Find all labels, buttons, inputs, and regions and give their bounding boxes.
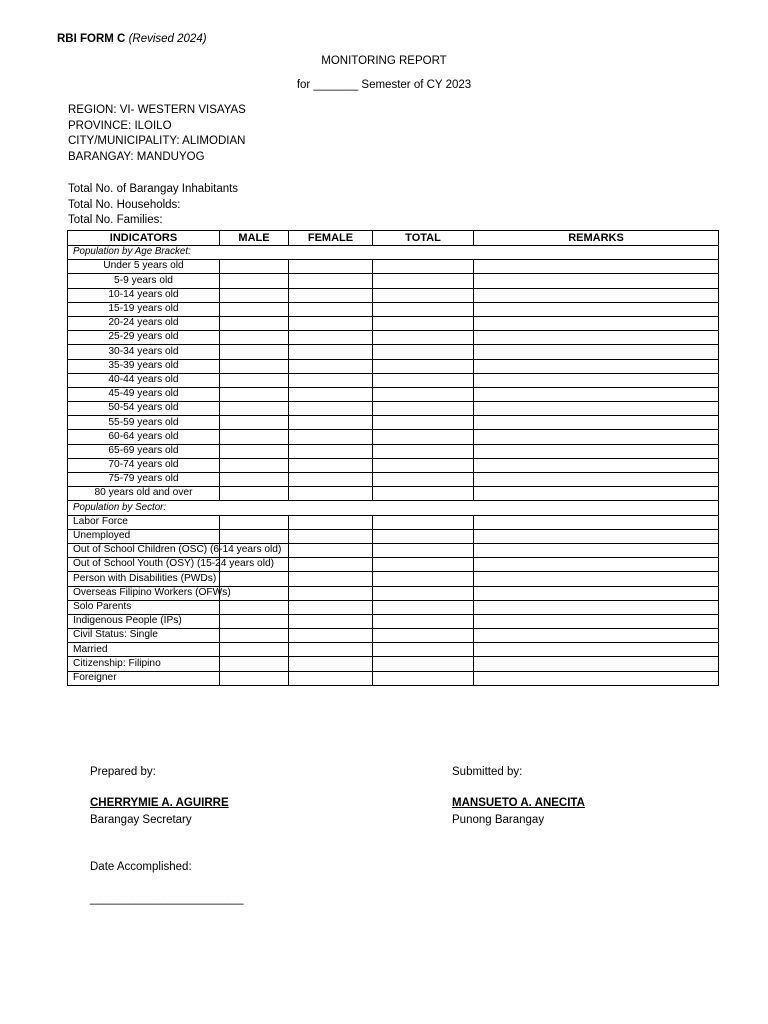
age-row-3-remarks-cell[interactable] xyxy=(474,302,719,316)
sector-civil-married-total-cell[interactable] xyxy=(373,643,474,657)
sector-pwd-remarks-cell[interactable] xyxy=(474,572,719,586)
table-row xyxy=(68,600,719,614)
age-row-6-total-cell[interactable] xyxy=(373,345,474,359)
age-row-3-male-cell[interactable] xyxy=(220,302,289,316)
age-row-5-total-cell[interactable] xyxy=(373,331,474,345)
sector-ips-male-cell[interactable] xyxy=(220,614,289,628)
age-row-3-label: 15-19 years old xyxy=(68,302,220,316)
table-body xyxy=(68,246,719,686)
age-row-7-male-cell[interactable] xyxy=(220,359,289,373)
sector-unemployed-female-cell[interactable] xyxy=(289,529,373,543)
header-female: FEMALE xyxy=(289,231,373,246)
age-row-9-total-cell[interactable] xyxy=(373,387,474,401)
age-row-10-remarks-cell[interactable] xyxy=(474,402,719,416)
form-code xyxy=(57,33,207,45)
age-row-5-label: 25-29 years old xyxy=(68,331,220,345)
sector-labor-force-total-cell[interactable] xyxy=(373,515,474,529)
sector-unemployed-total-cell[interactable] xyxy=(373,529,474,543)
sector-civil-single-total-cell[interactable] xyxy=(373,629,474,643)
age-row-0-remarks-cell[interactable] xyxy=(474,260,719,274)
age-row-0-female-cell[interactable] xyxy=(289,260,373,274)
header-male: MALE xyxy=(220,231,289,246)
table-row xyxy=(68,473,719,487)
age-row-6-label: 30-34 years old xyxy=(68,345,220,359)
age-row-14-total-cell[interactable] xyxy=(373,458,474,472)
age-row-2-remarks-cell[interactable] xyxy=(474,288,719,302)
sector-civil-single-female-cell[interactable] xyxy=(289,629,373,643)
form-code-label: RBI FORM C xyxy=(57,33,126,45)
table-row xyxy=(68,359,719,373)
age-row-16-female-cell[interactable] xyxy=(289,487,373,501)
age-row-7-remarks-cell[interactable] xyxy=(474,359,719,373)
submitted-by-label: Submitted by: xyxy=(452,766,523,778)
table-row xyxy=(68,373,719,387)
table-row xyxy=(68,458,719,472)
table-row xyxy=(68,331,719,345)
sector-solo-parents-male-cell[interactable] xyxy=(220,600,289,614)
table-row xyxy=(68,487,719,501)
sector-solo-parents-remarks-cell[interactable] xyxy=(474,600,719,614)
prepared-by-label: Prepared by: xyxy=(90,766,156,778)
age-row-10-female-cell[interactable] xyxy=(289,402,373,416)
age-row-9-female-cell[interactable] xyxy=(289,387,373,401)
age-row-9-label: 45-49 years old xyxy=(68,387,220,401)
age-row-1-male-cell[interactable] xyxy=(220,274,289,288)
sector-solo-parents-label: Solo Parents xyxy=(68,600,220,614)
sector-citizenship-filipino-label: Citizenship: Filipino xyxy=(68,657,220,671)
sector-solo-parents-total-cell[interactable] xyxy=(373,600,474,614)
table-row xyxy=(68,586,719,600)
table-row xyxy=(68,387,719,401)
table-row xyxy=(68,345,719,359)
age-row-16-label: 80 years old and over xyxy=(68,487,220,501)
sector-citizenship-filipino-total-cell[interactable] xyxy=(373,657,474,671)
sector-citizenship-foreigner-label: Foreigner xyxy=(68,671,220,685)
age-row-5-female-cell[interactable] xyxy=(289,331,373,345)
age-row-10-label: 50-54 years old xyxy=(68,402,220,416)
age-row-5-remarks-cell[interactable] xyxy=(474,331,719,345)
age-row-11-total-cell[interactable] xyxy=(373,416,474,430)
table-row xyxy=(68,629,719,643)
age-row-15-female-cell[interactable] xyxy=(289,473,373,487)
age-row-8-remarks-cell[interactable] xyxy=(474,373,719,387)
sector-pwd-label: Person with Disabilities (PWDs) xyxy=(68,572,220,586)
age-row-15-label: 75-79 years old xyxy=(68,473,220,487)
sector-ips-total-cell[interactable] xyxy=(373,614,474,628)
sector-civil-married-label: Married xyxy=(68,643,220,657)
sector-citizenship-foreigner-male-cell[interactable] xyxy=(220,671,289,685)
submitted-by-title: Punong Barangay xyxy=(452,814,545,826)
age-row-11-female-cell[interactable] xyxy=(289,416,373,430)
sector-ips-female-cell[interactable] xyxy=(289,614,373,628)
sector-civil-single-remarks-cell[interactable] xyxy=(474,629,719,643)
sector-civil-married-remarks-cell[interactable] xyxy=(474,643,719,657)
sector-solo-parents-female-cell[interactable] xyxy=(289,600,373,614)
sector-ips-label: Indigenous People (IPs) xyxy=(68,614,220,628)
age-row-14-male-cell[interactable] xyxy=(220,458,289,472)
city-line: CITY/MUNICIPALITY: ALIMODIAN xyxy=(68,135,246,147)
sector-osy-remarks-cell[interactable] xyxy=(474,558,719,572)
submitted-by-name: MANSUETO A. ANECITA xyxy=(452,797,585,809)
sector-citizenship-filipino-female-cell[interactable] xyxy=(289,657,373,671)
age-row-4-male-cell[interactable] xyxy=(220,316,289,330)
sector-civil-married-male-cell[interactable] xyxy=(220,643,289,657)
date-signature-line: ________________________ xyxy=(90,893,244,905)
age-row-13-male-cell[interactable] xyxy=(220,444,289,458)
sector-ofw-female-cell[interactable] xyxy=(289,586,373,600)
age-row-10-male-cell[interactable] xyxy=(220,402,289,416)
age-row-14-label: 70-74 years old xyxy=(68,458,220,472)
age-row-13-label: 65-69 years old xyxy=(68,444,220,458)
age-row-4-total-cell[interactable] xyxy=(373,316,474,330)
sector-osy-female-cell[interactable] xyxy=(289,558,373,572)
table-row xyxy=(68,529,719,543)
age-row-12-remarks-cell[interactable] xyxy=(474,430,719,444)
age-row-13-remarks-cell[interactable] xyxy=(474,444,719,458)
sector-citizenship-filipino-male-cell[interactable] xyxy=(220,657,289,671)
prepared-by-title: Barangay Secretary xyxy=(90,814,192,826)
age-row-1-label: 5-9 years old xyxy=(68,274,220,288)
age-row-5-male-cell[interactable] xyxy=(220,331,289,345)
sector-unemployed-label: Unemployed xyxy=(68,529,220,543)
age-row-6-male-cell[interactable] xyxy=(220,345,289,359)
table-row xyxy=(68,316,719,330)
province-line: PROVINCE: ILOILO xyxy=(68,120,172,132)
sector-citizenship-foreigner-total-cell[interactable] xyxy=(373,671,474,685)
table-row xyxy=(68,671,719,685)
sector-pwd-male-cell[interactable] xyxy=(220,572,289,586)
age-row-8-label: 40-44 years old xyxy=(68,373,220,387)
sector-osc-label: Out of School Children (OSC) (6-14 years old) xyxy=(68,543,220,557)
age-row-11-remarks-cell[interactable] xyxy=(474,416,719,430)
age-row-15-remarks-cell[interactable] xyxy=(474,473,719,487)
age-row-4-female-cell[interactable] xyxy=(289,316,373,330)
age-row-12-label: 60-64 years old xyxy=(68,430,220,444)
age-row-8-total-cell[interactable] xyxy=(373,373,474,387)
header-indicators: INDICATORS xyxy=(68,231,220,246)
sector-ips-remarks-cell[interactable] xyxy=(474,614,719,628)
section-label-age: Population by Age Bracket: xyxy=(68,246,719,260)
sector-labor-force-remarks-cell[interactable] xyxy=(474,515,719,529)
age-row-3-total-cell[interactable] xyxy=(373,302,474,316)
section-label-sector: Population by Sector: xyxy=(68,501,719,515)
sector-ofw-total-cell[interactable] xyxy=(373,586,474,600)
age-row-15-male-cell[interactable] xyxy=(220,473,289,487)
age-row-16-remarks-cell[interactable] xyxy=(474,487,719,501)
age-row-4-remarks-cell[interactable] xyxy=(474,316,719,330)
age-row-12-total-cell[interactable] xyxy=(373,430,474,444)
age-row-11-male-cell[interactable] xyxy=(220,416,289,430)
age-row-2-female-cell[interactable] xyxy=(289,288,373,302)
age-row-8-male-cell[interactable] xyxy=(220,373,289,387)
monitoring-table xyxy=(67,230,719,686)
age-row-2-total-cell[interactable] xyxy=(373,288,474,302)
age-row-7-total-cell[interactable] xyxy=(373,359,474,373)
age-row-1-female-cell[interactable] xyxy=(289,274,373,288)
header-total: TOTAL xyxy=(373,231,474,246)
date-accomplished-label: Date Accomplished: xyxy=(90,861,192,873)
age-row-14-remarks-cell[interactable] xyxy=(474,458,719,472)
age-row-16-total-cell[interactable] xyxy=(373,487,474,501)
age-row-0-total-cell[interactable] xyxy=(373,260,474,274)
form-revision: (Revised 2024) xyxy=(128,33,207,45)
age-row-4-label: 20-24 years old xyxy=(68,316,220,330)
semester-line: for _______ Semester of CY 2023 xyxy=(296,79,472,91)
sector-civil-single-male-cell[interactable] xyxy=(220,629,289,643)
sector-osy-label: Out of School Youth (OSY) (15-24 years old) xyxy=(68,558,220,572)
age-row-15-total-cell[interactable] xyxy=(373,473,474,487)
prepared-by-name: CHERRYMIE A. AGUIRRE xyxy=(90,797,229,809)
sector-ofw-remarks-cell[interactable] xyxy=(474,586,719,600)
age-row-7-female-cell[interactable] xyxy=(289,359,373,373)
age-row-2-male-cell[interactable] xyxy=(220,288,289,302)
sector-labor-force-female-cell[interactable] xyxy=(289,515,373,529)
table-row xyxy=(68,260,719,274)
sector-civil-married-female-cell[interactable] xyxy=(289,643,373,657)
sector-unemployed-remarks-cell[interactable] xyxy=(474,529,719,543)
age-row-7-label: 35-39 years old xyxy=(68,359,220,373)
table-row xyxy=(68,416,719,430)
sector-civil-single-label: Civil Status: Single xyxy=(68,629,220,643)
table-row xyxy=(68,643,719,657)
section-row-sector xyxy=(68,501,719,515)
age-row-12-female-cell[interactable] xyxy=(289,430,373,444)
report-title: MONITORING REPORT xyxy=(321,55,447,67)
table-row xyxy=(68,402,719,416)
section-row-age xyxy=(68,246,719,260)
sector-pwd-female-cell[interactable] xyxy=(289,572,373,586)
age-row-0-label: Under 5 years old xyxy=(68,260,220,274)
age-row-6-female-cell[interactable] xyxy=(289,345,373,359)
table-row xyxy=(68,543,719,557)
age-row-1-total-cell[interactable] xyxy=(373,274,474,288)
sector-ofw-label: Overseas Filipino Workers (OFWs) xyxy=(68,586,220,600)
table-row xyxy=(68,430,719,444)
table-row xyxy=(68,288,719,302)
table-row xyxy=(68,444,719,458)
region-line: REGION: VI- WESTERN VISAYAS xyxy=(68,104,246,116)
age-row-3-female-cell[interactable] xyxy=(289,302,373,316)
age-row-10-total-cell[interactable] xyxy=(373,402,474,416)
age-row-13-total-cell[interactable] xyxy=(373,444,474,458)
table-row xyxy=(68,302,719,316)
sector-labor-force-label: Labor Force xyxy=(68,515,220,529)
total-households: Total No. Households: xyxy=(68,199,181,211)
table-row xyxy=(68,515,719,529)
age-row-16-male-cell[interactable] xyxy=(220,487,289,501)
age-row-2-label: 10-14 years old xyxy=(68,288,220,302)
age-row-8-female-cell[interactable] xyxy=(289,373,373,387)
age-row-6-remarks-cell[interactable] xyxy=(474,345,719,359)
table-row xyxy=(68,572,719,586)
header-remarks: REMARKS xyxy=(474,231,719,246)
table-header-row xyxy=(68,231,719,246)
sector-labor-force-male-cell[interactable] xyxy=(220,515,289,529)
table-row xyxy=(68,614,719,628)
age-row-11-label: 55-59 years old xyxy=(68,416,220,430)
age-row-13-female-cell[interactable] xyxy=(289,444,373,458)
total-inhabitants: Total No. of Barangay Inhabitants xyxy=(68,183,239,195)
total-families: Total No. Families: xyxy=(68,214,163,226)
age-row-9-remarks-cell[interactable] xyxy=(474,387,719,401)
sector-citizenship-filipino-remarks-cell[interactable] xyxy=(474,657,719,671)
table-row xyxy=(68,657,719,671)
sector-osc-female-cell[interactable] xyxy=(289,543,373,557)
sector-osc-total-cell[interactable] xyxy=(373,543,474,557)
barangay-line: BARANGAY: MANDUYOG xyxy=(68,151,205,163)
age-row-1-remarks-cell[interactable] xyxy=(474,274,719,288)
sector-citizenship-foreigner-female-cell[interactable] xyxy=(289,671,373,685)
age-row-14-female-cell[interactable] xyxy=(289,458,373,472)
sector-osc-remarks-cell[interactable] xyxy=(474,543,719,557)
table-row xyxy=(68,274,719,288)
sector-unemployed-male-cell[interactable] xyxy=(220,529,289,543)
table-row xyxy=(68,558,719,572)
age-row-0-male-cell[interactable] xyxy=(220,260,289,274)
sector-pwd-total-cell[interactable] xyxy=(373,572,474,586)
age-row-9-male-cell[interactable] xyxy=(220,387,289,401)
sector-osy-total-cell[interactable] xyxy=(373,558,474,572)
age-row-12-male-cell[interactable] xyxy=(220,430,289,444)
sector-citizenship-foreigner-remarks-cell[interactable] xyxy=(474,671,719,685)
